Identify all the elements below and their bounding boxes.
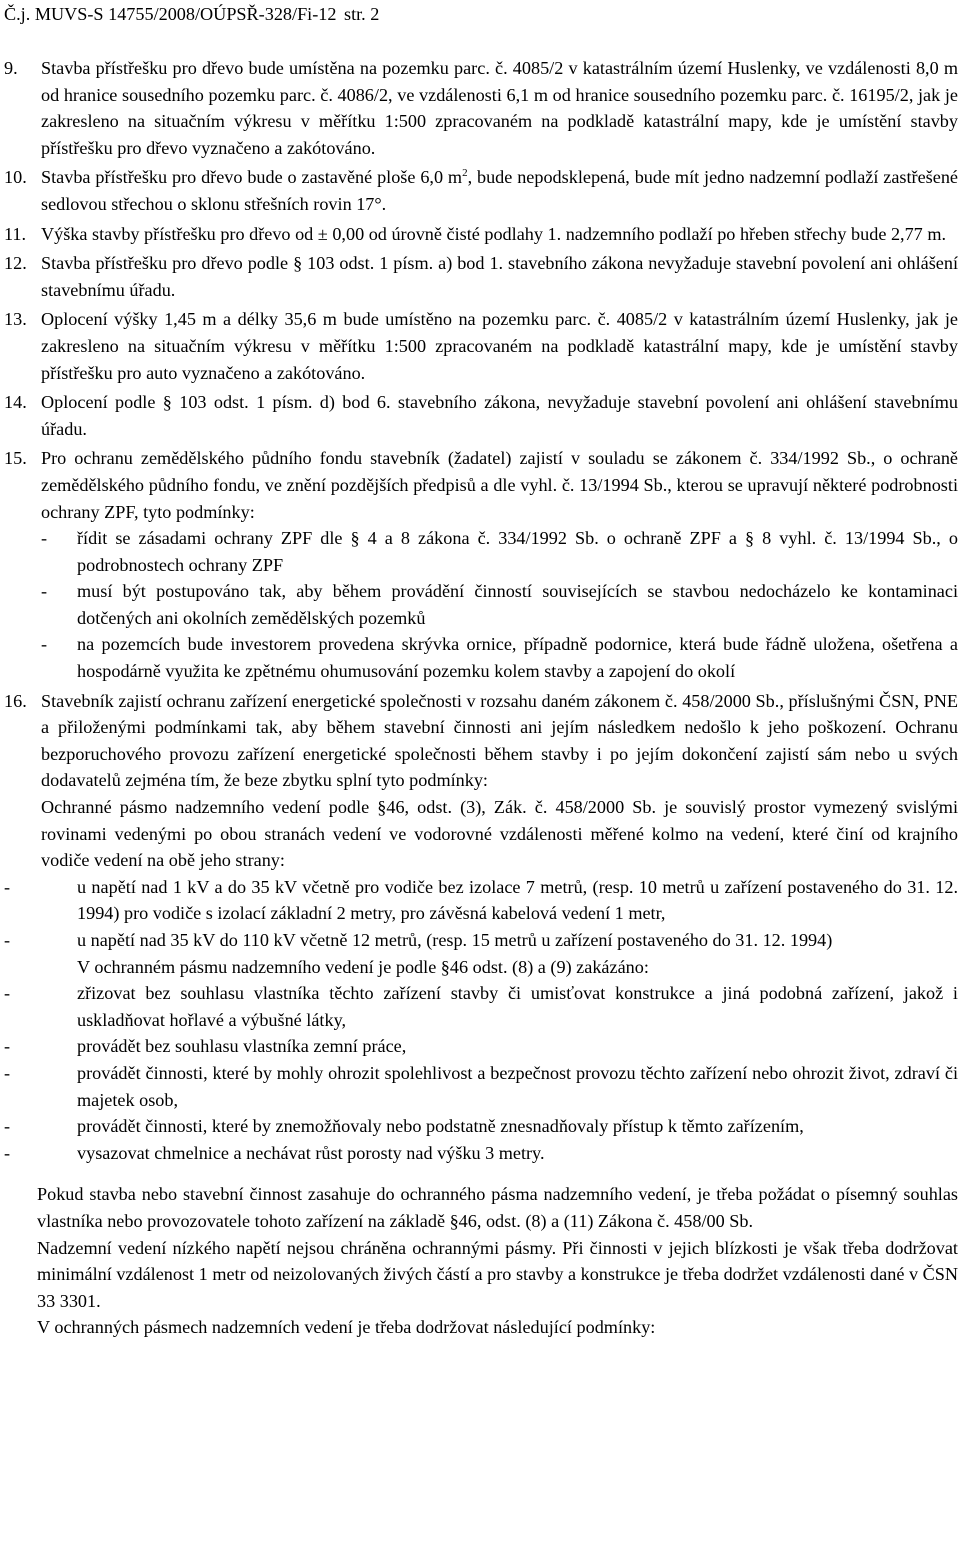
list-item	[4, 1060, 958, 1113]
dash-marker: -	[4, 983, 11, 1004]
condition-13	[0, 306, 958, 386]
condition-12	[0, 250, 958, 303]
dash-marker: -	[41, 581, 48, 602]
item-number: 14.	[4, 392, 27, 413]
list-item	[4, 874, 958, 927]
paragraph: Pokud stavba nebo stavební činnost zasahuje do ochranného pásma nadzemního vedení, je třeba požádat o písemný souhlas vlastníka nebo provozovatele tohoto zařízení na základě §46, odst. (8) a (11) Zákona č. 458/00 Sb.	[37, 1184, 958, 1231]
item-text: Výška stavby přístřešku pro dřevo od ± 0,00 od úrovně čisté podlahy 1. nadzemního podlaží po hřeben střechy bude 2,77 m.	[41, 223, 947, 244]
list-item	[41, 631, 958, 684]
condition-11	[0, 221, 958, 248]
list-item-text: vysazovat chmelnice a nechávat růst porosty nad výšku 3 metry.	[77, 1142, 545, 1163]
item-text: Oplocení podle § 103 odst. 1 písm. d) bod 6. stavebního zákona, nevyžaduje stavební povolení ani ohlášení stavebnímu úřadu.	[41, 392, 958, 439]
item-text: Pro ochranu zemědělského půdního fondu stavebník (žadatel) zajistí v souladu se zákonem č. 334/1992 Sb., o ochraně zemědělského půdního fondu, ve znění pozdějších předpisů a dle vyhl. č. 13/1994 Sb., kterou se upravují některé podrobnosti ochrany ZPF, tyto podmínky:	[41, 448, 958, 522]
page-number: str. 2	[344, 4, 380, 24]
condition-9	[0, 55, 958, 161]
dash-marker: -	[41, 634, 48, 655]
list-item-text: řídit se zásadami ochrany ZPF dle § 4 a 8 zákona č. 334/1992 Sb. o ochraně ZPF a § 8 vyhl. č. 13/1994 Sb., o podrobnostech ochrany ZPF	[77, 528, 958, 575]
dash-marker: -	[4, 930, 11, 950]
spacer	[0, 1169, 958, 1181]
condition-14	[0, 389, 958, 442]
item-number: 12.	[4, 253, 27, 274]
item-text: Oplocení výšky 1,45 m a délky 35,6 m bude umístěno na pozemku parc. č. 4085/2 v katastrálním území Huslenky, jak je zakresleno na situačním výkresu v měřítku 1:500 zpracovaném na podkladě katastrální mapy, kde je umístění stavby přístřešku pro auto vyznačeno a zakótováno.	[41, 309, 958, 383]
dash-marker: -	[41, 528, 48, 549]
item-number: 10.	[4, 167, 27, 188]
list-item	[4, 927, 958, 954]
list-item-text: provádět činnosti, které by mohly ohrozit spolehlivost a bezpečnost provozu těchto zařízení nebo ohrozit život, zdraví či majetek osob,	[77, 1062, 958, 1110]
dash-marker: -	[4, 1062, 11, 1083]
paragraph: Nadzemní vedení nízkého napětí nejsou chráněna ochrannými pásmy. Při činnosti v jejich blízkosti je však třeba dodržovat minimální vzdálenost 1 metr od neizolovaných živých částí a pro stavby a konstrukce je třeba dodržet vzdálenosti dané v ČSN 33 3301.	[37, 1237, 958, 1311]
document-body	[0, 55, 958, 1341]
list-item	[4, 1140, 958, 1167]
dash-marker: -	[4, 876, 11, 897]
list-item-text: u napětí nad 35 kV do 110 kV včetně 12 metrů, (resp. 15 metrů u zařízení postaveného do 31. 12. 1994)	[77, 930, 833, 950]
list-item	[41, 578, 958, 631]
list-item-text: u napětí nad 1 kV a do 35 kV včetně pro vodiče bez izolace 7 metrů, (resp. 10 metrů u zařízení postaveného do 31. 12. 1994) pro vodiče s izolací základní 2 metry, pro závěsná kabelová vedení 1 metr,	[77, 876, 958, 924]
condition-15	[0, 445, 958, 684]
item-text: Stavebník zajistí ochranu zařízení energetické společnosti v rozsahu daném zákonem č. 458/2000 Sb., příslušnými ČSN, PNE a přiloženými podmínkami tak, aby během stavební činnosti ani jejím následkem nedošlo k jeho poškození. Ochranu bezporuchového provozu zařízení energetické společnosti během stavby i po jejím dokončení zajistí sám nebo u svých dodavatelů zejména tím, že beze zbytku splní tyto podmínky:	[41, 690, 958, 791]
condition-10	[0, 164, 958, 217]
item-number: 15.	[4, 448, 27, 469]
list-item	[41, 525, 958, 578]
prohibited-activities-heading: V ochranném pásmu nadzemního vedení je podle §46 odst. (8) a (9) zakázáno:	[77, 956, 649, 977]
item-number: 9.	[4, 58, 18, 78]
list-item-text: provádět činnosti, které by znemožňovaly nebo podstatně znesnadňovaly přístup k těmto zařízením,	[77, 1116, 804, 1137]
list-item-text: na pozemcích bude investorem provedena skrývka ornice, případně podornice, která bude řádně uložena, ošetřena a hospodárně využita ke zpětnému ohumusování pozemku kolem stavby a zapojení do okolí	[77, 634, 958, 682]
protection-zone-definition: Ochranné pásmo nadzemního vedení podle §46, odst. (3), Zák. č. 458/2000 Sb. je souvislý prostor vymezený svislými rovinami vedenými po obou stranách vedení ve vodorovné vzdálenosti měřené kolmo na vedení, které činí od krajního vodiče vedení na obě jeho strany:	[41, 797, 958, 871]
item-text-part: , bude nepodsklepená, bude mít jedno nadzemní podlaží zastřešené sedlovou střechou o sklonu střešních rovin 17°.	[41, 167, 958, 214]
superscript: 2	[462, 167, 468, 180]
item-text: Stavba přístřešku pro dřevo podle § 103 odst. 1 písm. a) bod 1. stavebního zákona nevyžaduje stavební povolení ani ohlášení stavebnímu úřadu.	[41, 253, 958, 300]
list-item-text: musí být postupováno tak, aby během provádění činností souvisejících se stavbou nedocházelo ke kontaminaci dotčených ani okolních zemědělských pozemků	[77, 581, 958, 628]
list-item	[4, 1033, 958, 1060]
page-header	[4, 1, 380, 27]
item-number: 11.	[4, 223, 27, 244]
list-item	[4, 980, 958, 1033]
paragraph: V ochranných pásmech nadzemních vedení je třeba dodržovat následující podmínky:	[37, 1317, 656, 1338]
item-text-part: Stavba přístřešku pro dřevo bude o zastavěné ploše 6,0 m	[41, 167, 463, 188]
dash-marker: -	[4, 1142, 11, 1163]
list-item	[4, 1113, 958, 1140]
condition-16	[0, 688, 958, 1167]
list-item-text: zřizovat bez souhlasu vlastníka těchto zařízení stavby či umisťovat konstrukce a jiná podobná zařízení, jakož i uskladňovat hořlavé a výbušné látky,	[77, 983, 958, 1030]
item-number: 13.	[4, 309, 27, 330]
item-text: Stavba přístřešku pro dřevo bude umístěna na pozemku parc. č. 4085/2 v katastrálním území Huslenky, ve vzdálenosti 8,0 m od hranice sousedního pozemku parc. č. 4086/2, ve vzdálenosti 6,1 m od hranice sousedního pozemku parc. č. 16195/2, jak je zakresleno na situačním výkresu v měřítku 1:500 zpracovaném na podkladě katastrální mapy, kde je umístění stavby přístřešku pro dřevo vyznačeno a zakótováno.	[41, 58, 958, 158]
document-reference: Č.j. MUVS-S 14755/2008/OÚPSŘ-328/Fi-12	[4, 4, 337, 24]
item-text	[41, 164, 958, 217]
dash-marker: -	[4, 1116, 11, 1137]
item-number: 16.	[4, 690, 27, 711]
dash-marker: -	[4, 1036, 11, 1057]
list-item-text: provádět bez souhlasu vlastníka zemní práce,	[77, 1036, 407, 1057]
